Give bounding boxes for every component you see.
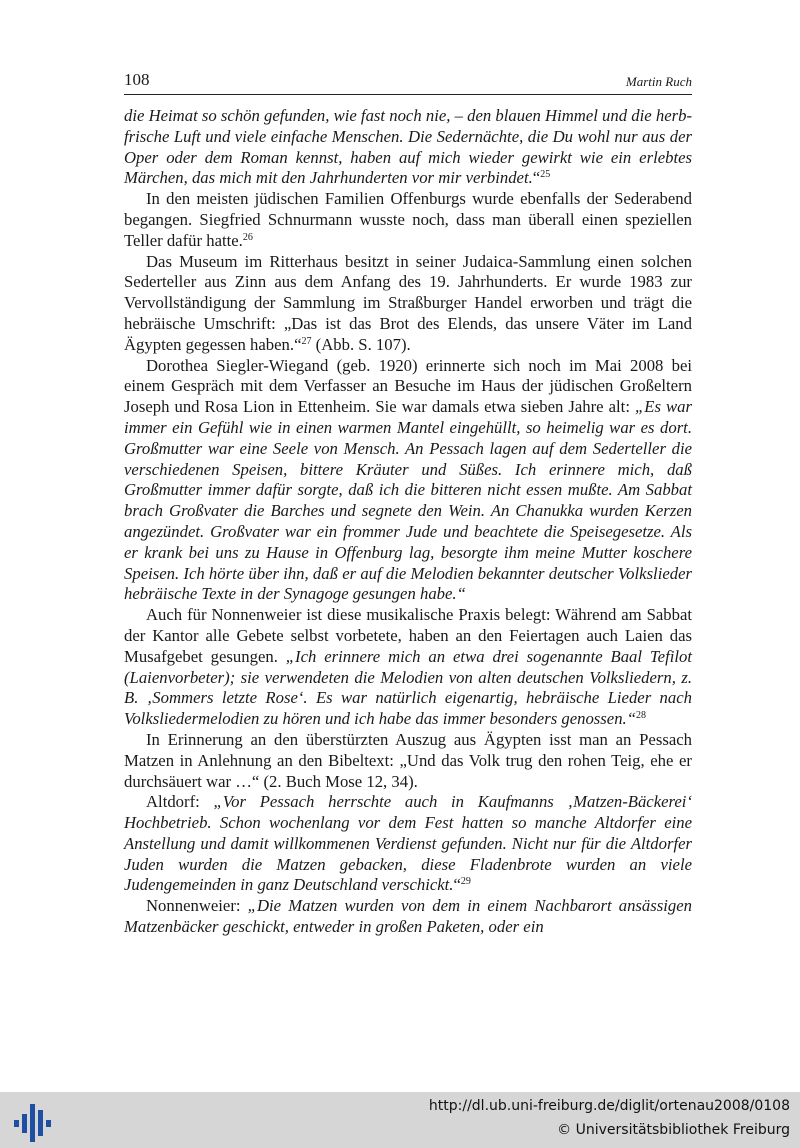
- paragraph: [124, 106, 692, 189]
- footer-bar: [0, 1092, 800, 1148]
- body-text: [124, 106, 692, 938]
- paragraph: [124, 605, 692, 730]
- paragraph: [124, 189, 692, 251]
- text-run: “: [532, 168, 541, 188]
- text-run: In den meisten jüdischen Familien Offenburgs wurde ebenfalls der Sederabend begangen. Siegfried Schnurmann wusste noch, dass man überall einen speziellen Teller dafür hatte.: [124, 189, 692, 250]
- quote-text: „Vor Pessach herrschte auch in Kaufmanns ‚Matzen-Bäckerei‘ Hochbetrieb. Schon wochenlang vor dem Fest hatten so manche Altdorfer eine Anstellung und damit willkommenen Verdienst gefunden. Nicht nur für die Altdorfer Juden wurden die Matzen gebacken, diese Fladenbrote wurden an viele Judengemeinden in ganz Deutschland verschickt.: [124, 792, 692, 895]
- paragraph: [124, 252, 692, 356]
- text-run: Auch für Nonnenweier ist diese musikalische Praxis belegt: Während am Sabbat der Kantor alle Gebete selbst vorbetete, haben an den Feiertagen auch Laien das Musafgebet gesungen.: [124, 605, 692, 666]
- quote-text: die Heimat so schön gefunden, wie fast noch nie, – den blauen Himmel und die herb-frische Luft und viele einfache Menschen. Die Sedernächte, die Du wohl nur aus der Oper oder dem Roman kennst, haben auf mich wieder gewirkt wie ein erlebtes Märchen, das mich mit den Jahrhunderten vor mir verbindet.: [124, 106, 692, 188]
- text-run: In Erinnerung an den überstürzten Auszug aus Ägypten isst man an Pessach Matzen in Anlehnung an den Bibeltext: „Und das Volk trug den rohen Teig, ehe er durchsäuert war …“ (2. Buch Mose 12, 34).: [124, 729, 692, 791]
- text-run: (Abb. S. 107).: [311, 334, 411, 354]
- footnote-ref: 28: [636, 710, 646, 722]
- paragraph: [124, 730, 692, 792]
- text-run: Altdorf:: [146, 792, 214, 812]
- paragraph: [124, 356, 692, 606]
- text-run: Dorothea Siegler-Wiegand (geb. 1920) erinnerte sich noch im Mai 2008 bei einem Gespräch mit dem Verfasser an Besuche im Haus der jüdischen Großeltern Joseph und Rosa Lion in Ettenheim. Sie war damals etwa sieben Jahre alt:: [124, 355, 692, 417]
- footnote-ref: 27: [301, 335, 312, 347]
- text-run: “: [453, 875, 461, 895]
- paragraph: [124, 896, 692, 938]
- page-header: [124, 70, 692, 95]
- page-number: 108: [124, 70, 150, 89]
- text-run: Das Museum im Ritterhaus besitzt in seiner Judaica-Sammlung einen solchen Sederteller aus Zinn aus dem Anfang des 19. Jahrhunderts. Er wurde 1983 zur Vervollständigung der Sammlung im Straßburger Handel erworben und trägt die hebräische Umschrift: „Das ist das Brot des Elends, das unsere Väter im Land Ägypten gegessen haben.“: [124, 251, 692, 354]
- paragraph: [124, 792, 692, 896]
- running-head-author: Martin Ruch: [625, 74, 692, 89]
- footnote-ref: 26: [242, 231, 253, 243]
- library-logo-icon[interactable]: [12, 1100, 52, 1142]
- footnote-ref: 29: [460, 876, 471, 888]
- footnote-ref: 25: [540, 169, 551, 181]
- quote-text: „Es war immer ein Gefühl wie in einen warmen Mantel eingehüllt, so heimelig war es dort. Großmutter war eine Seele von Mensch. An Pessach lagen auf dem Sederteller die verschiedenen Speisen, bittere Kräuter und Süßes. Ich erinnere mich, daß Großmutter immer dafür sorgte, daß ich die bitteren nicht essen mußte. Am Sabbat brach Großvater die Barches und segnete den Wein. An Chanukka wurden Kerzen angezündet. Großvater war ein frommer Jude und beachtete die Speisegesetze. Als er krank bei uns zu Hause in Offenburg lag, besorgte ihm meine Mutter koschere Speisen. Ich hörte über ihn, daß er auf die Melodien bekannter deutscher Volkslieder hebräische Texte in der Synagoge gesungen habe.“: [124, 397, 693, 604]
- quote-text: „Die Matzen wurden von dem in einem Nachbarort ansässigen Matzenbäcker geschickt, entweder in großen Paketen, oder ein: [124, 896, 692, 937]
- copyright-notice: © Universitätsbibliothek Freiburg: [557, 1122, 790, 1138]
- text-run: Nonnenweier:: [146, 896, 248, 916]
- permalink-url[interactable]: http://dl.ub.uni-freiburg.de/diglit/ortenau2008/0108: [428, 1098, 790, 1114]
- quote-text: „Ich erinnere mich an etwa drei sogenannte Baal Tefilot (Laienvorbeter); sie verwendeten die Melodien von alten deutschen Volksliedern, z. B. ‚Sommers letzte Rose‘. Es war natürlich eigenartig, hebräische Lieder nach Volksliedermelodien zu hören und ich habe das immer besonders genossen.“: [124, 646, 692, 729]
